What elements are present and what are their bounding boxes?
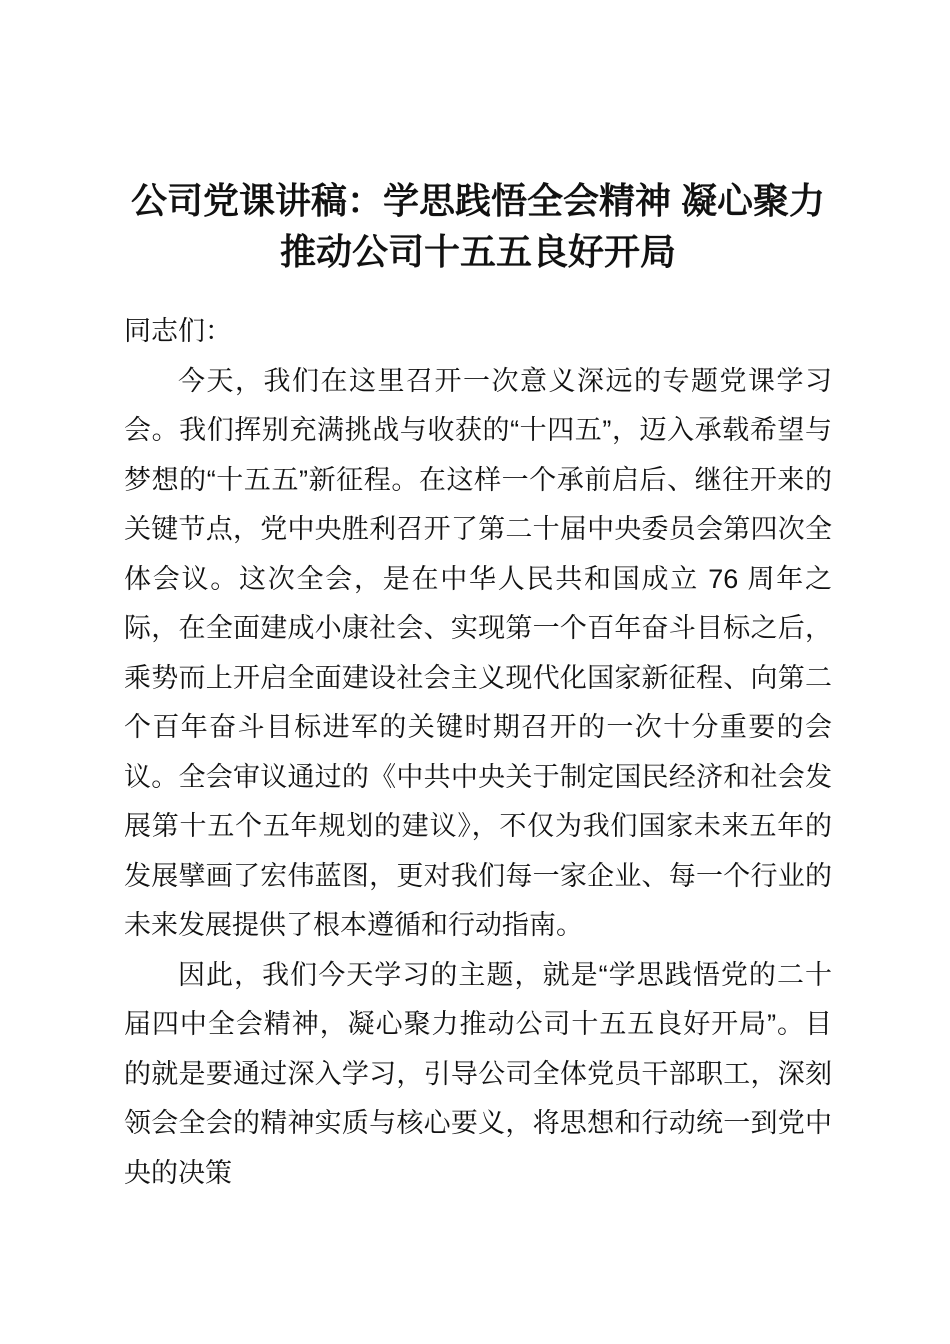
document-title-line-1: 公司党课讲稿：学思践悟全会精神 凝心聚力 xyxy=(130,180,825,221)
document-title-line-2: 推动公司十五五良好开局 xyxy=(279,231,676,272)
body-paragraph-1: 今天，我们在这里召开一次意义深远的专题党课学习会。我们挥别充满挑战与收获的“十四五”，迈入承载希望与梦想的“十五五”新征程。在这样一个承前启后、继往开来的关键节点，党中央胜利召开了第二十届中央委员会第四次全体会议。这次全会，是在中华人民共和国成立 76 周年之际，在全面建成小康社会、实现第一个百年奋斗目标之后，乘势而上开启全面建设社会主义现代化国家新征程、向第二个百年奋斗目标进军的关键时期召开的一次十分重要的会议。全会审议通过的《中共中央关于制定国民经济和社会发展第十五个五年规划的建议》，不仅为我们国家未来五年的发展擘画了宏伟蓝图，更对我们每一家企业、每一个行业的未来发展提供了根本遵循和行动指南。 xyxy=(124,365,832,940)
body-paragraph-2: 因此，我们今天学习的主题，就是“学思践悟党的二十届四中全会精神，凝心聚力推动公司十五五良好开局”。目的就是要通过深入学习，引导公司全体党员干部职工，深刻领会全会的精神实质与核心要义，将思想和行动统一到党中央的决策 xyxy=(124,959,832,1188)
document-title xyxy=(124,175,832,277)
salutation-line: 同志们： xyxy=(124,316,232,346)
document-body xyxy=(124,307,832,1198)
